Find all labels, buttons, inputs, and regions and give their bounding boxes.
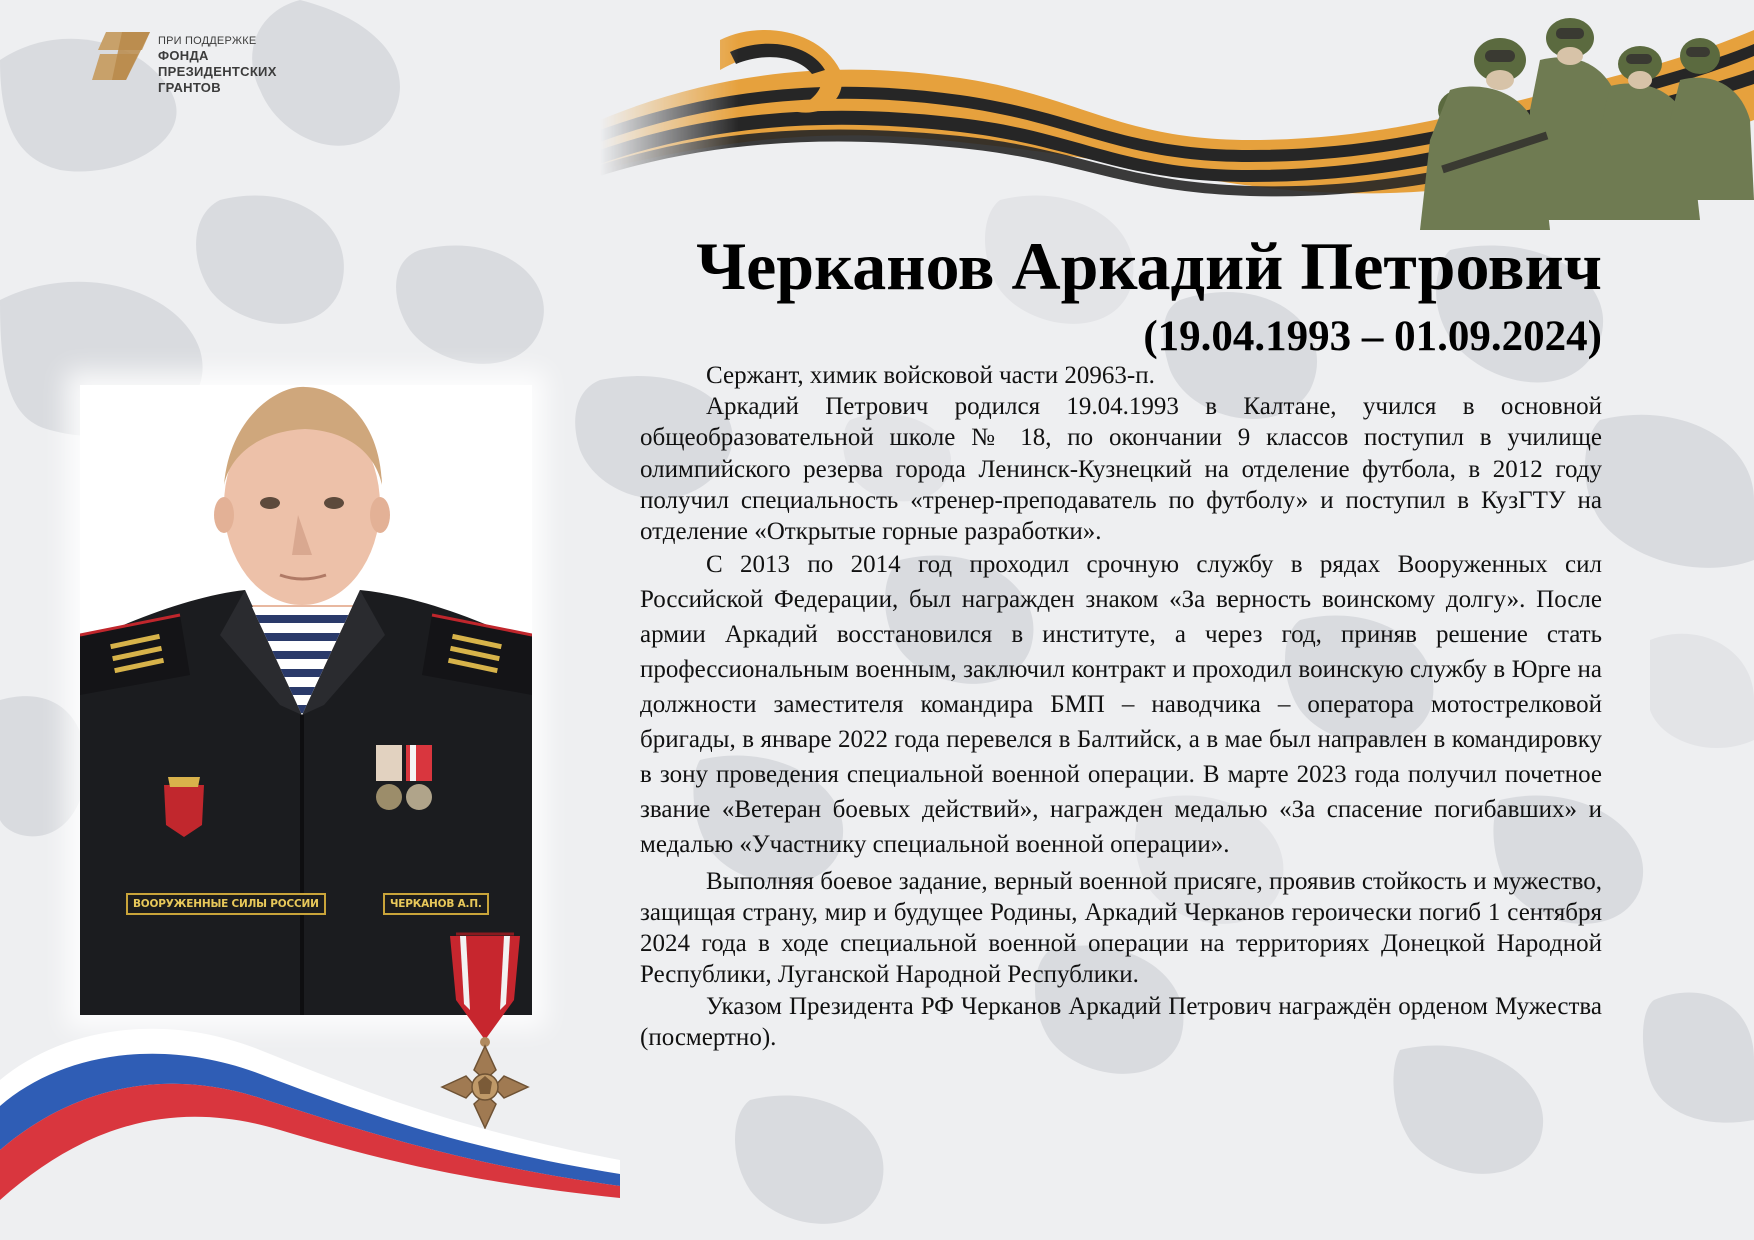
logo-line-4: ГРАНТОВ (158, 80, 221, 95)
bio-paragraph-award: Указом Президента РФ Черканов Аркадий Петрович награждён орденом Мужества (посмертно). (640, 992, 1602, 1051)
bio-paragraph-service: С 2013 по 2014 год проходил срочную службу в рядах Вооруженных сил Российской Федерации, был награжден знаком «За верность воинскому долгу». После армии Аркадий восстановился в институте, а через год, приняв решение стать профессиональным военным, заключил контракт и проходил воинскую службу в Юрге на должности заместителя командира БМП – наводчика – оператора мотострелковой бригады, в январе 2022 года перевелся в Балтийск, а в мае был направлен в командировку в зону проведения специальной военной операции. В марте 2023 года получил почетное звание «Ветеран боевых действий», награжден медалью «За спасение погибавших» и медалью «Участнику специальной военной операции». (640, 551, 1602, 858)
russian-flag-wave (0, 1010, 620, 1240)
soldiers-image (1380, 0, 1754, 230)
portrait-photo (80, 385, 532, 1015)
logo-line-3: ПРЕЗИДЕНТСКИХ (158, 64, 277, 79)
patch-armed-forces: ВООРУЖЕННЫЕ СИЛЫ РОССИИ (126, 893, 326, 915)
presidential-grants-fund-logo-icon (92, 28, 152, 84)
grants-fund-logo (92, 26, 332, 106)
person-name: Черканов Аркадий Петрович (696, 228, 1602, 304)
logo-line-2: ФОНДА (158, 48, 209, 63)
biography (640, 360, 1602, 1053)
bio-paragraph-rank: Сержант, химик войсковой части 20963-п. (706, 362, 1155, 389)
logo-line-1: ПРИ ПОДДЕРЖКЕ (158, 35, 257, 47)
st-george-ribbon-banner (600, 0, 1754, 240)
life-dates: (19.04.1993 – 01.09.2024) (1143, 313, 1602, 360)
bio-paragraph-death: Выполняя боевое задание, верный военной присяге, проявив стойкость и мужество, защищая страну, мир и будущее Родины, Аркадий Черканов героически погиб 1 сентября 2024 года в ходе специальной военной операции на территориях Донецкой Народной Республики, Луганской Народной Республики. (640, 867, 1602, 988)
bio-paragraph-education: Аркадий Петрович родился 19.04.1993 в Калтане, учился в основной общеобразовательной школе № 18, по окончании 9 классов поступил в училище олимпийского резерва города Ленинск-Кузнецкий на отделение футбола, в 2012 году получил специальность «тренер-преподаватель по футболу» и поступил в КузГТУ на отделение «Открытые горные разработки». (640, 393, 1602, 546)
patch-name-tag: ЧЕРКАНОВ А.П. (383, 893, 489, 915)
soldier-portrait-image (80, 385, 532, 1015)
